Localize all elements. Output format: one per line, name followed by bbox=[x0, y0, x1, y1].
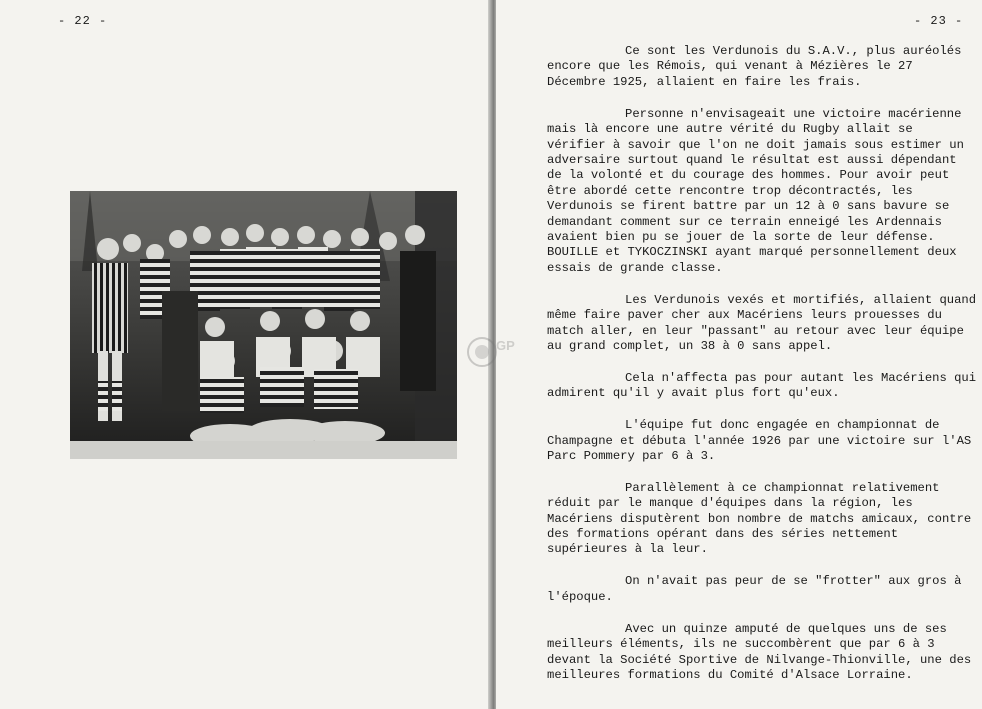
page-number-right: - 23 - bbox=[914, 14, 964, 28]
left-page bbox=[0, 0, 490, 709]
paragraph: On n'avait pas peur de se "frotter" aux gros à l'époque. bbox=[547, 574, 962, 604]
article-text bbox=[547, 44, 977, 700]
paragraph: Parallèlement à ce championnat relativement réduit par le manque d'équipes dans la région, les Macériens disputèrent bon nombre de matchs amicaux, contre des formations opérant dans des séries nettement supérieures à la leur. bbox=[547, 480, 972, 557]
svg-text:GP: GP bbox=[496, 338, 515, 353]
paragraph: Avec un quinze amputé de quelques uns de ses meilleurs éléments, ils ne succombèrent que par 6 à 3 devant la Société Sportive de Nilvange-Thionville, une des meilleures formations du Comité d'Alsace Lorraine. bbox=[547, 621, 972, 682]
stamp-logo-icon bbox=[466, 330, 518, 374]
paragraph: Les Verdunois vexés et mortifiés, allaient quand même faire paver cher aux Macériens leurs prouesses du match aller, en leur "passant" au retour avec leur équipe au grand complet, un 38 à 0 sans appel. bbox=[547, 292, 977, 353]
paragraph: Ce sont les Verdunois du S.A.V., plus auréolés encore que les Rémois, qui venant à Mézières le 27 Décembre 1925, allaient en faire les frais. bbox=[547, 44, 962, 89]
team-photo-icon bbox=[70, 191, 457, 459]
paragraph: L'équipe fut donc engagée en championnat de Champagne et débuta l'année 1926 par une victoire sur l'AS Parc Pommery par 6 à 3. bbox=[547, 418, 972, 463]
page-number-left: - 22 - bbox=[58, 14, 108, 28]
paragraph: Personne n'envisageait une victoire macérienne mais là encore une autre vérité du Rugby allait se vérifier à savoir que l'on ne doit jamais sous estimer un adversaire surtout quand le résultat est aussi dépendant de la volonté et du courage des hommes. Pour avoir peut être abordé cette rencontre trop décontractés, les Verdunois se firent battre par un 12 à 0 sans bavure se demandant comment sur ce terrain enneigé les Ardennais avaient bien pu se jouer de la sorte de leur défense. BOUILLE et TYKOCZINSKI ayant marqué personnellement deux essais de grande classe. bbox=[547, 106, 964, 275]
paragraph: Cela n'affecta pas pour autant les Macériens qui admirent qu'il y avait plus fort qu'eux. bbox=[547, 370, 977, 401]
team-photo bbox=[70, 191, 457, 459]
